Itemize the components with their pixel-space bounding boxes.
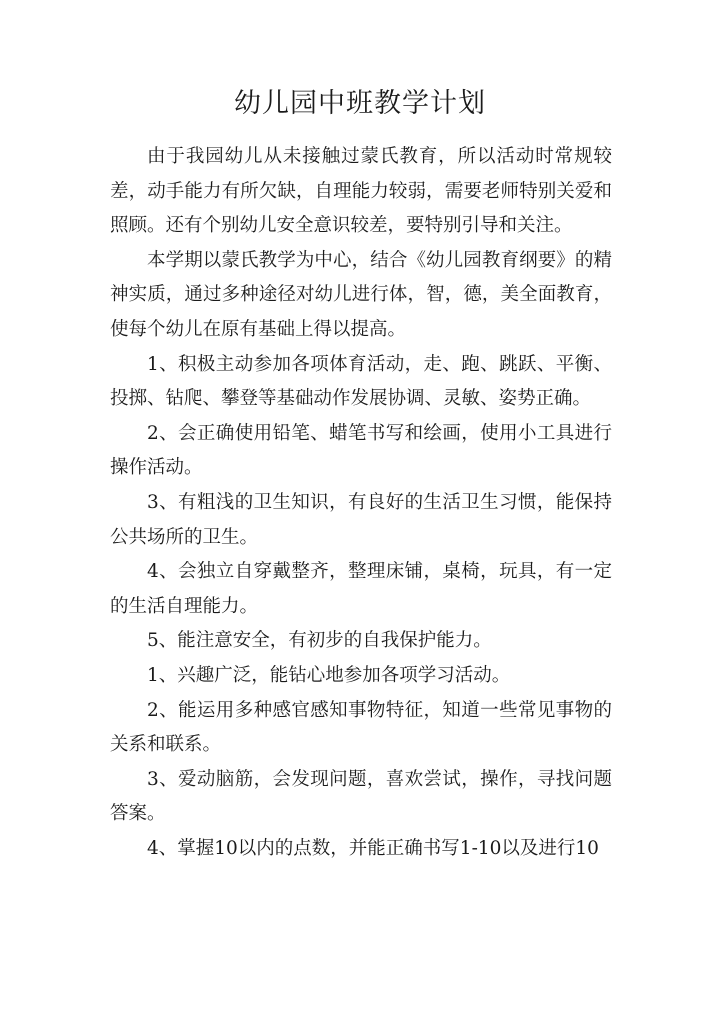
- paragraph-health-item-3: 3、有粗浅的卫生知识，有良好的生活卫生习惯，能保持公共场所的卫生。: [110, 491, 612, 548]
- paragraph-intro-goal: 本学期以蒙氏教学为中心，结合《幼儿园教育纲要》的精神实质，通过多种途径对幼儿进行体，智，德，美全面教育，使每个幼儿在原有基础上得以提高。: [110, 249, 612, 340]
- paragraph-health-item-5: 5、能注意安全，有初步的自我保护能力。: [147, 630, 492, 652]
- paragraph-health-item-4: 4、会独立自穿戴整齐，整理床铺，桌椅，玩具，有一定的生活自理能力。: [110, 561, 612, 617]
- document-body: [110, 140, 612, 866]
- paragraph-intro-situation: 由于我园幼儿从未接触过蒙氏教育，所以活动时常规较差，动手能力有所欠缺，自理能力较弱，需要老师特别关爱和照顾。还有个别幼儿安全意识较差，要特别引导和关注。: [110, 146, 612, 237]
- paragraph-health-item-1: 1、积极主动参加各项体育活动，走、跑、跳跃、平衡、投掷、钻爬、攀登等基础动作发展协调、灵敏、姿势正确。: [110, 353, 612, 410]
- document-title: 幼儿园中班教学计划: [234, 88, 486, 119]
- paragraph-learning-item-3: 3、爱动脑筋，会发现问题，喜欢尝试，操作，寻找问题答案。: [110, 768, 612, 825]
- paragraph-learning-item-4: 4、掌握10以内的点数，并能正确书写1-10以及进行10: [147, 837, 599, 859]
- paragraph-learning-item-2: 2、能运用多种感官感知事物特征，知道一些常见事物的关系和联系。: [110, 699, 612, 756]
- paragraph-health-item-2: 2、会正确使用铅笔、蜡笔书写和绘画，使用小工具进行操作活动。: [110, 422, 612, 479]
- paragraph-learning-item-1: 1、兴趣广泛，能钻心地参加各项学习活动。: [147, 664, 511, 686]
